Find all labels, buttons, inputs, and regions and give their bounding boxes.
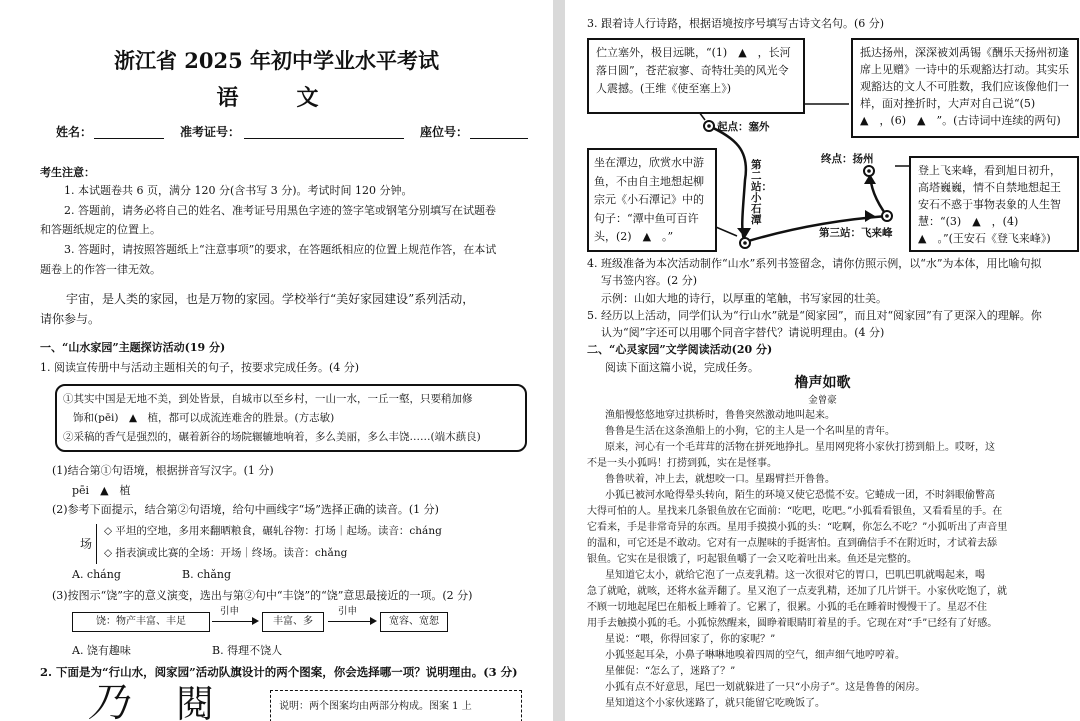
q1-quote-box	[55, 384, 527, 452]
q1-2-option-b: B. chǎng	[182, 568, 232, 581]
exam-subject: 语 文	[216, 85, 337, 111]
q1-2-bracket	[96, 524, 101, 564]
story-line: 鲁鲁是生活在这条渔船上的小狗，它的主人是一个名叫星的青年。	[605, 426, 895, 437]
intro-line: 宇宙，是人类的家园，也是万物的家园。学校举行“美好家园建设”系列活动，	[66, 292, 475, 306]
poem-box-text: 伫立塞外，极目远眺，“(1) ▲ ，长河落日圆”，苍茫寂寥、奇特壮美的风光令人震撼。(王维《使至塞上》)	[596, 46, 791, 95]
story-line: 的温和，可它还是不敢动。它对有一点腥味的手挺害怕。直到确信手不在附近时，才试着去舔	[587, 538, 997, 549]
story-line: 银鱼。它实在是很饿了，叼起银鱼嚼了一会又吃着吐出来。鱼还是完整的。	[587, 554, 917, 565]
intro-line: 请你参与。	[40, 312, 101, 326]
story-line: 鲁鲁吠着，冲上去，就想咬一口。星踢臂拦开鲁鲁。	[605, 474, 835, 485]
story-line: 渔船慢悠悠地穿过拱桥时，鲁鲁突然激动地叫起来。	[605, 410, 835, 421]
story-line: 星知道这个小家伙迷路了，就只能留它吃晚饭了。	[605, 698, 825, 709]
evolution-arrow-2	[328, 621, 372, 622]
q4-example: 示例：山如大地的诗行，以厚重的笔触，书写家园的壮美。	[601, 292, 887, 305]
notice-line: 3. 答题时，请按照答题纸上“注意事项”的要求，在答题纸相应的位置上规范作答，在本试	[64, 243, 497, 256]
evolution-box-2: 丰富、多	[262, 612, 324, 632]
evolution-box-1: 饶：物产丰富、丰足	[72, 612, 210, 632]
story-line: 急了就呛，就咳，还将水盆弄翻了。星又泡了一点麦乳精，还加了几片饼干。小家伙吃饱了，就	[587, 586, 1007, 597]
notice-line: 2. 答题前，请务必将自己的姓名、准考证号用黑色字迹的签字笔或钢笔分别填写在试题卷	[64, 204, 496, 217]
notice-line: 和答题纸规定的位置上。	[40, 223, 161, 236]
section-2-intro: 阅读下面这篇小说，完成任务。	[605, 361, 759, 374]
poem-box-text: 坐在潭边，欣赏水中游鱼，不由自主地想起柳宗元《小石潭记》中的句子：“潭中鱼可百许头，(2) ▲ 。”	[594, 156, 704, 243]
story-line: 它看来，手是非常奇异的东西。星用手摸摸小狐的头：“吃啊，你怎么不吃？”小狐听出了声音里	[587, 522, 1008, 533]
poem-box-text: 抵达扬州，深深被刘禹锡《酬乐天扬州初逢席上见赠》一诗中的乐观豁达打动。其实乐观豁达的文人不可胜数，我们应该像他们一样，面对挫折时，大声对自己说“(5) ▲ ，(6) ▲ ”。(古诗词中连续的两句)	[860, 46, 1069, 127]
poem-box-sai-wai	[587, 38, 805, 114]
question-4: 4. 班级准备为本次活动制作“山水”系列书签留念，请你仿照示例，以“水”为本体，用比喻句拟	[587, 257, 1042, 270]
q2-note-box	[270, 690, 522, 721]
story-line: 用手去触摸小狐的毛。小狐惊然醒来，圆睁着眼睛盯着星的手。它现在对“手”已经有了好感。	[587, 618, 998, 629]
story-line: 小狐竖起耳朵，小鼻子啉啉地嗅着四周的空气，细声细气地哼哼着。	[605, 650, 905, 661]
poem-box-yang-zhou	[851, 38, 1079, 138]
question-1-2: (2)参考下面提示，结合第②句语境，给句中画线字“场”选择正确的读音。(1 分)	[52, 503, 439, 516]
story-line: 星催促：“怎么了，迷路了？”	[605, 666, 736, 677]
question-1: 1. 阅读宣传册中与活动主题相关的句子，按要求完成任务。(4 分)	[40, 361, 360, 374]
field-seat-line	[470, 138, 528, 139]
story-line: 星说：“喂，你得回家了，你的家呢？”	[605, 634, 776, 645]
evolution-arrow-label: 引申	[220, 606, 240, 617]
poem-box-text: 登上飞来峰，看到旭日初升，高塔巍巍，情不自禁地想起王安石不惑于事物表象的人生智慧：“(3) ▲ ，(4) ▲ 。”(王安石《登飞来峰》)	[918, 164, 1061, 245]
story-line: 大得可怕的人。星找来几条银鱼放在它面前：“吃吧，吃吧。”小狐看看银鱼，又看看星的手。在	[587, 506, 1003, 517]
station-label-second: 第二站：小石潭	[751, 159, 772, 226]
route-arrowhead	[865, 210, 875, 222]
poem-box-xiao-shi-tan	[587, 148, 717, 252]
station-label-end: 终点：扬州	[821, 153, 874, 165]
section-2-heading: 二、“心灵家园”文学阅读活动(20 分)	[587, 343, 773, 356]
poem-box-fei-lai-feng	[909, 156, 1079, 252]
question-5: 认为“阅”字还可以用哪个同音字替代？请说明理由。(4 分)	[601, 326, 885, 339]
q1-3-option-b: B. 得理不饶人	[212, 644, 283, 657]
notice-line: 题卷上的作答一律无效。	[40, 263, 161, 276]
story-line: 小狐已被河水呛得晕头转向，陌生的环境又使它恐慌不安。它蜷成一团，不时斜眼偷瞥高	[605, 490, 995, 501]
notice-title: 考生注意：	[40, 166, 95, 179]
q1-2-def: ◇ 指表演或比赛的全场：开场｜终场。读音：chǎng	[104, 547, 348, 559]
field-seat-label: 座位号：	[420, 125, 469, 139]
story-line: 星知道它太小，就给它泡了一点麦乳精。这一次很对它的胃口，巴叽巴叽就喝起来，喝	[605, 570, 985, 581]
field-name-label: 姓名：	[56, 125, 93, 139]
right-page	[565, 0, 1080, 721]
q1-1-answer-blank: pēi ▲ 植	[72, 484, 131, 497]
story-line: 不顾一切地起尾巴在船板上睡着了。它累了，很累。小狐的毛在睡着时慢慢干了。星忍不住	[587, 602, 987, 613]
quote-line: 饰和(pēi) ▲ 植，都可以成流连难舍的胜景。(方志敏)	[73, 412, 335, 424]
flag-design-2: 閱	[176, 682, 215, 721]
exam-title: 浙江省 2025 年初中学业水平考试	[113, 48, 440, 73]
field-id-line	[244, 138, 404, 139]
field-name-line	[94, 138, 164, 139]
station-label-start: 起点：塞外	[717, 121, 770, 133]
evolution-arrowhead-2	[370, 617, 377, 625]
q1-2-option-a: A. cháng	[72, 568, 121, 581]
q1-3-option-a: A. 饶有趣味	[72, 644, 131, 657]
story-author: 金曾豪	[808, 395, 837, 406]
section-1-heading: 一、“山水家园”主题探访活动(19 分)	[40, 341, 226, 354]
quote-line: ①其实中国是无地不美，到处皆景，自城市以至乡村，一山一水，一丘一壑，只要稍加修	[63, 393, 473, 405]
field-id-label: 准考证号：	[180, 125, 241, 139]
quote-line: ②采稿的香气是强烈的，碾着新谷的场院辗辘地响着，多么美丽，多么丰饶……(端木蕻良)	[63, 431, 481, 443]
station-label-third: 第三站：飞来峰	[819, 227, 893, 239]
question-5: 5. 经历以上活动，同学们认为“行山水”就是“阅家园”，而且对“阅家园”有了更深入的理解。你	[587, 309, 1042, 322]
flag-design-1: 乃	[88, 680, 128, 721]
q1-2-char: 场	[80, 537, 93, 551]
story-line: 小狐有点不好意思，尾巴一划就躲进了一只“小房子”。这是鲁鲁的闲房。	[605, 682, 926, 693]
route-arrowhead	[737, 228, 751, 238]
evolution-arrow-label: 引申	[338, 606, 358, 617]
story-line: 不是一头小狐吗！打捞到狐，实在是怪事。	[587, 458, 777, 469]
question-1-1: (1)结合第①句语境，根据拼音写汉字。(1 分)	[52, 464, 274, 477]
route-path	[709, 126, 887, 242]
notice-line: 1. 本试题卷共 6 页，满分 120 分(含书写 3 分)。考试时间 120 分钟。	[64, 184, 413, 197]
evolution-box-3: 宽容、宽恕	[380, 612, 448, 632]
question-2: 2. 下面是为“行山水，阅家园”活动队旗设计的两个图案，你会选择哪一项？说明理由。(3 分)	[40, 665, 518, 679]
question-3: 3. 跟着诗人行诗路，根据语境按序号填写古诗文名句。(6 分)	[587, 17, 885, 30]
question-1-3: (3)按图示“饶”字的意义演变，选出与第②句中“丰饶”的“饶”意思最接近的一项。(2 分)	[52, 589, 473, 602]
evolution-arrow-1	[212, 621, 254, 622]
story-title: 橹声如歌	[794, 375, 851, 391]
story-line: 原来，河心有一个毛茸茸的活物在拼死地挣扎。星用网兜将小家伙打捞到船上。哎呀，这	[605, 442, 995, 453]
page-gutter	[553, 0, 565, 721]
q2-note-text: 说明：两个图案均由两部分构成。图案 1 上	[279, 701, 472, 712]
question-4: 写书签内容。(2 分)	[601, 274, 698, 287]
q1-2-def: ◇ 平坦的空地，多用来翻晒粮食，碾轧谷物：打场｜起场。读音：cháng	[104, 525, 442, 537]
evolution-arrowhead-1	[252, 617, 259, 625]
